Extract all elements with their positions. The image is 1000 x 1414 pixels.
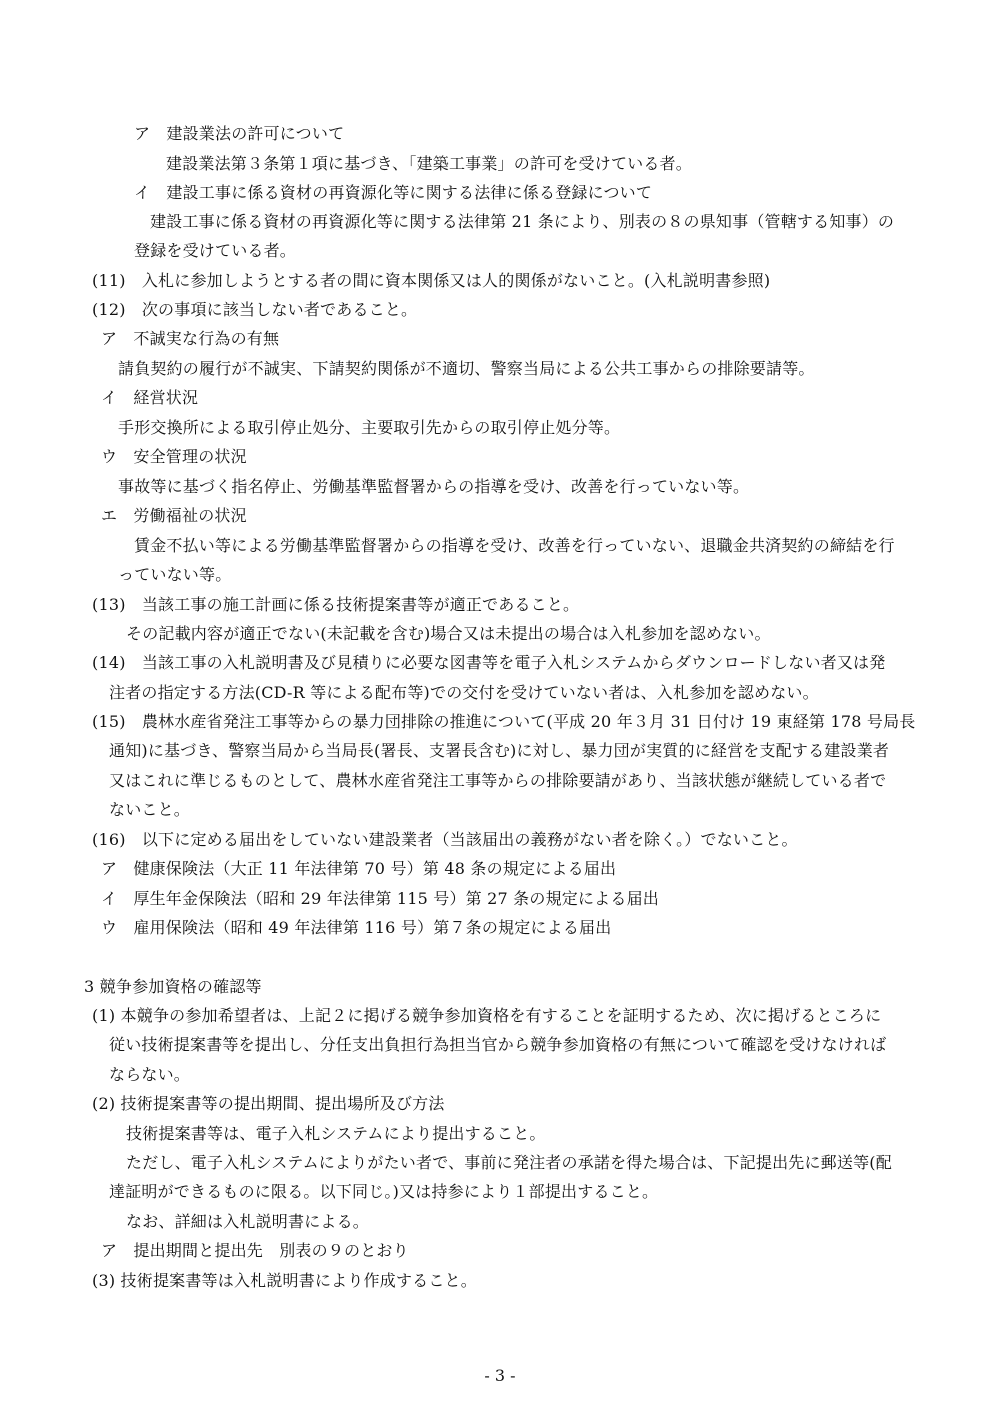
text-line: イ 厚生年金保険法（昭和 29 年法律第 115 号）第 27 条の規定による届出 [101,889,659,908]
text-line: なお、詳細は入札説明書による。 [126,1212,370,1231]
text-line: ただし、電子入札システムによりがたい者で、事前に発注者の承諾を得た場合は、下記提出先に郵送等(配 [126,1153,892,1172]
text-line: 事故等に基づく指名停止、労働基準監督署からの指導を受け、改善を行っていない等。 [118,477,750,496]
text-line: 注者の指定する方法(CD-R 等による配布等)での交付を受けていない者は、入札参加を認めない。 [109,683,819,702]
text-line: (16) 以下に定める届出をしていない建設業者（当該届出の義務がない者を除く。）でないこと。 [92,830,798,849]
text-line: ウ 安全管理の状況 [101,447,247,466]
text-line: (14) 当該工事の入札説明書及び見積りに必要な図書等を電子入札システムからダウンロードしない者又は発 [92,653,886,672]
text-line: (12) 次の事項に該当しない者であること。 [92,300,418,319]
section-heading: 3 競争参加資格の確認等 [84,977,262,996]
text-line: 建設業法第３条第１項に基づき、「建築工事業」の許可を受けている者。 [166,154,692,173]
text-line: 登録を受けている者。 [134,241,297,260]
text-line: ア 建設業法の許可について [134,124,345,143]
text-line: ウ 雇用保険法（昭和 49 年法律第 116 号）第７条の規定による届出 [101,918,612,937]
text-line: (2) 技術提案書等の提出期間、提出場所及び方法 [92,1094,445,1113]
text-line: ア 提出期間と提出先 別表の９のとおり [101,1241,409,1260]
text-line: 従い技術提案書等を提出し、分任支出負担行為担当官から競争参加資格の有無について確認を受けなければ [109,1035,887,1054]
text-line: ア 不誠実な行為の有無 [101,329,280,348]
text-line: エ 労働福祉の状況 [101,506,247,525]
text-line: (13) 当該工事の施工計画に係る技術提案書等が適正であること。 [92,595,580,614]
text-line: その記載内容が適正でない(未記載を含む)場合又は未提出の場合は入札参加を認めない。 [126,624,771,643]
text-line: っていない等。 [118,565,232,584]
text-line: イ 建設工事に係る資材の再資源化等に関する法律に係る登録について [134,183,653,202]
text-line: ア 健康保険法（大正 11 年法律第 70 号）第 48 条の規定による届出 [101,859,617,878]
text-line: 通知)に基づき、警察当局から当局長(署長、支署長含む)に対し、暴力団が実質的に経営を支配する建設業者 [109,741,890,760]
text-line: (11) 入札に参加しようとする者の間に資本関係又は人的関係がないこと。(入札説明書参照) [92,271,771,290]
text-line: 請負契約の履行が不誠実、下請契約関係が不適切、警察当局による公共工事からの排除要請等。 [118,359,815,378]
text-line: イ 経営状況 [101,388,199,407]
text-line: 又はこれに準じるものとして、農林水産省発注工事等からの排除要請があり、当該状態が継続している者で [109,771,887,790]
text-line: 達証明ができるものに限る。以下同じ。)又は持参により１部提出すること。 [109,1182,659,1201]
text-line: ないこと。 [109,800,191,819]
text-line: 建設工事に係る資材の再資源化等に関する法律第 21 条により、別表の８の県知事（管轄する知事）の [150,212,895,231]
text-line: (3) 技術提案書等は入札説明書により作成すること。 [92,1271,477,1290]
text-line: (1) 本競争の参加希望者は、上記２に掲げる競争参加資格を有することを証明するため、次に掲げるところに [92,1006,882,1025]
text-line: 手形交換所による取引停止処分、主要取引先からの取引停止処分等。 [118,418,621,437]
page-number: - 3 - [484,1366,516,1385]
text-line: 技術提案書等は、電子入札システムにより提出すること。 [126,1124,546,1143]
text-line: 賃金不払い等による労働基準監督署からの指導を受け、改善を行っていない、退職金共済契約の締結を行 [134,536,895,555]
text-line: ならない。 [109,1065,191,1084]
text-line: (15) 農林水産省発注工事等からの暴力団排除の推進について(平成 20 年３月 31 日付け 19 東経第 178 号局長 [92,712,916,731]
